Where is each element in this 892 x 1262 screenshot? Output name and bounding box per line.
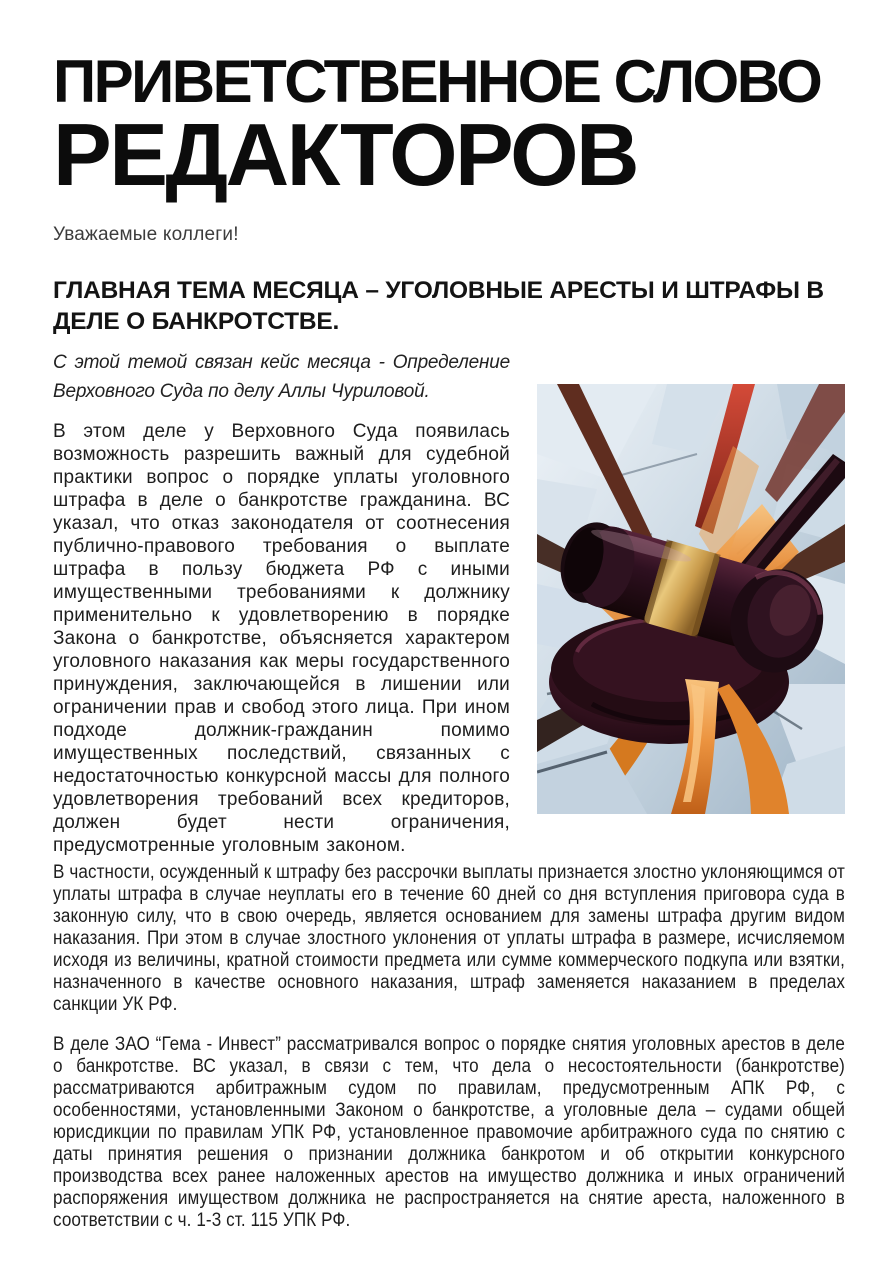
section-heading: ГЛАВНАЯ ТЕМА МЕСЯЦА – УГОЛОВНЫЕ АРЕСТЫ И ШТРАФЫ В ДЕЛЕ О БАНКРОТСТВЕ. xyxy=(53,277,824,336)
page-title-line-2: РЕДАКТОРОВ xyxy=(53,104,638,204)
greeting-text: Уважаемые коллеги! xyxy=(53,224,239,246)
gavel-image xyxy=(537,384,845,814)
left-text-column xyxy=(53,348,510,857)
lede-italic: С этой темой связан кейс месяца - Определение Верховного Суда по делу Аллы Чуриловой. xyxy=(53,352,510,403)
gavel-illustration xyxy=(537,384,845,814)
paragraph-2: В частности, осужденный к штрафу без рассрочки выплаты признается злостно уклоняющимся от уплаты штрафа в случае неуплаты его в течение 60 дней со дня вступления приговора суда в законную силу, что в свою очередь, является основанием для замены штрафа другим видом наказания. При этом в случае злостного уклонения от уплаты штрафа в размере, исчисляемом исходя из величины, кратной стоимости предмета или сумме коммерческого подкупа или взятки, назначенного в качестве основного наказания, штраф заменяется наказанием в пределах санкции УК РФ. xyxy=(53,862,845,1016)
full-width-text xyxy=(53,862,845,1232)
page-title xyxy=(53,48,845,204)
two-column-block xyxy=(53,348,845,857)
paragraph-3: В деле ЗАО “Гема - Инвест” рассматривался вопрос о порядке снятия уголовных арестов в деле о банкротстве. ВС указал, в связи с тем, что дела о несостоятельности (банкротстве) рассматриваются арбитражным судом по правилам, предусмотренным АПК РФ, с особенностями, установленными Законом о банкротстве, а уголовные дела – судами общей юрисдикции по правилам УПК РФ, установленное правомочие арбитражного суда по снятию с даты принятия решения о признании должника банкротом и об открытии конкурсного производства всех ранее наложенных арестов на имущество должника и иных ограничений распоряжения имуществом должника не распространяется на снятие ареста, наложенного в соответствии с ч. 1-3 ст. 115 УПК РФ. xyxy=(53,1034,845,1232)
paragraph-1: В этом деле у Верховного Суда появилась возможность разрешить важный для судебной практики вопрос о порядке уплаты уголовного штрафа в деле о банкротстве гражданина. ВС указал, что отказ законодателя от соотнесения публично-правового требования о выплате штрафа в пользу бюджета РФ с иными имущественными требованиями к должнику применительно к удовлетворению в порядке Закона о банкротстве, объясняется характером уголовного наказания как меры государственного принуждения, заключающейся в лишении или ограничении прав и свобод этого лица. При ином подходе должник-гражданин помимо имущественных последствий, связанных с недостаточностью конкурсной массы для полного удовлетворения требований всех кредиторов, должен будет нести ограничения, предусмотренные уголовным законом. xyxy=(53,421,510,857)
page-title-line-1: ПРИВЕТСТВЕННОЕ СЛОВО xyxy=(53,48,821,115)
